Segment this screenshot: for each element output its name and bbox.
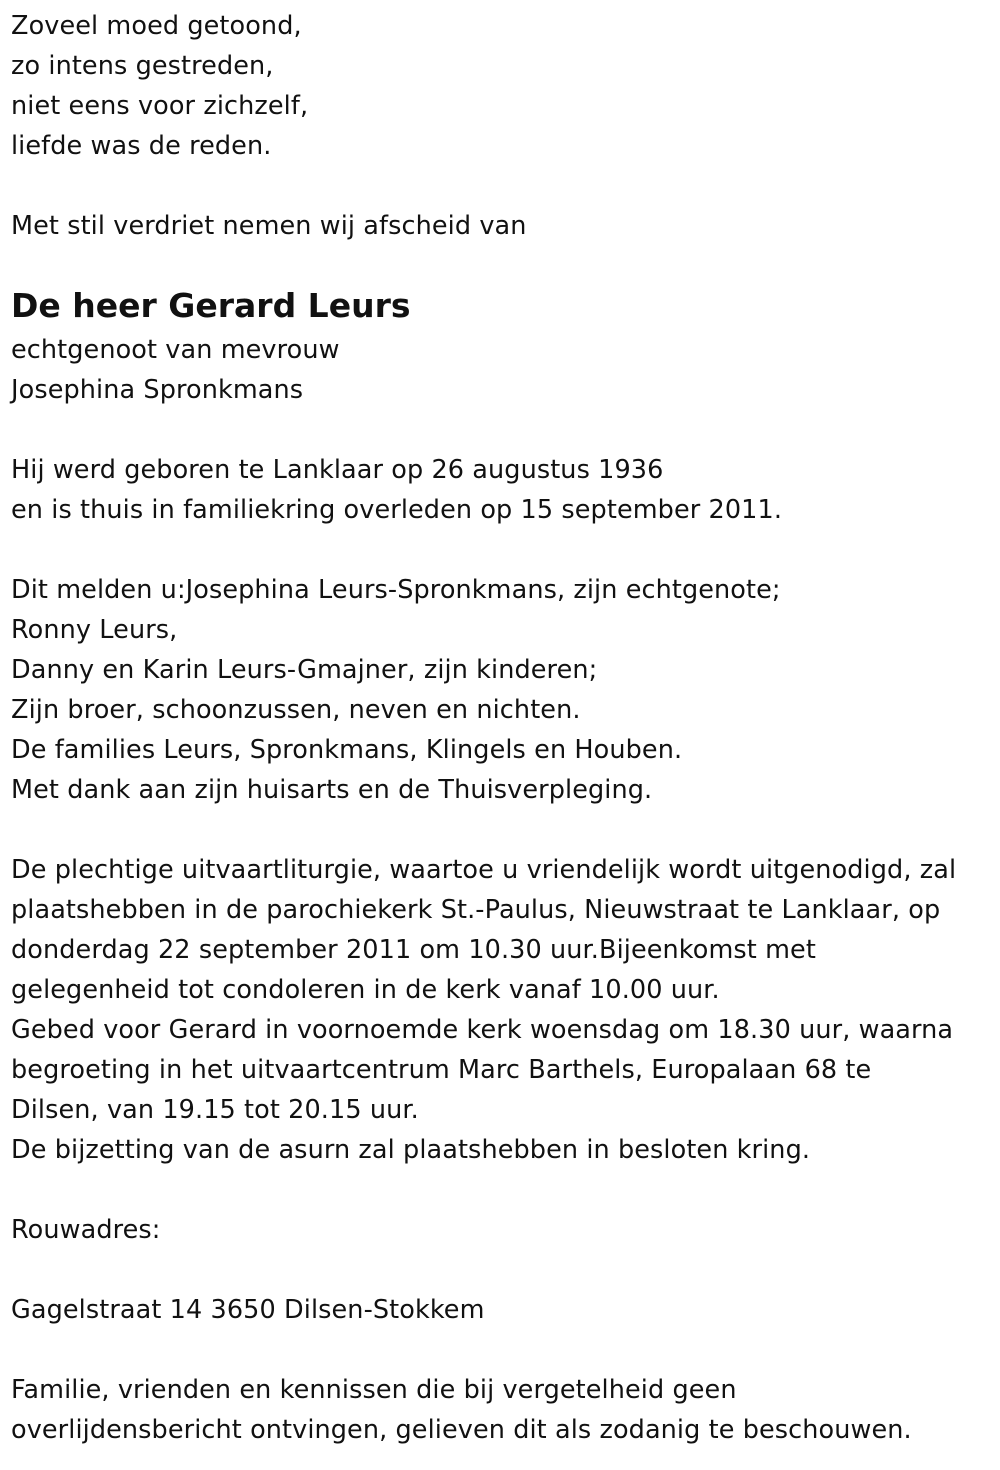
spacer (11, 246, 996, 280)
announced-line: Ronny Leurs, (11, 615, 178, 645)
address-label: Rouwadres: (11, 1215, 161, 1245)
poem-line: zo intens gestreden, (11, 51, 274, 81)
spacer (11, 530, 996, 570)
closing-line: overlijdensbericht ontvingen, gelieven dit als zodanig te beschouwen. (11, 1415, 912, 1445)
spouse-line: Josephina Spronkmans (11, 375, 304, 405)
spacer (11, 1250, 996, 1290)
intro-text: Met stil verdriet nemen wij afscheid van (11, 211, 527, 241)
life-line: Hij werd geboren te Lanklaar op 26 augustus 1936 (11, 455, 664, 485)
closing-note (11, 1370, 996, 1450)
announced-line: Dit melden u:Josephina Leurs-Spronkmans, zijn echtgenote; (11, 575, 781, 605)
announced-by (11, 570, 996, 810)
poem (11, 6, 996, 166)
poem-line: niet eens voor zichzelf, (11, 91, 309, 121)
obituary-notice (11, 6, 996, 1450)
poem-line: liefde was de reden. (11, 131, 272, 161)
announced-line: Met dank aan zijn huisarts en de Thuisverpleging. (11, 775, 653, 805)
poem-line: Zoveel moed getoond, (11, 11, 302, 41)
spacer (11, 810, 996, 850)
life-details (11, 450, 996, 530)
closing-line: Familie, vrienden en kennissen die bij vergetelheid geen (11, 1375, 737, 1405)
ceremony-line: plaatshebben in de parochiekerk St.-Paulus, Nieuwstraat te Lanklaar, op (11, 895, 941, 925)
ceremony-line: Gebed voor Gerard in voornoemde kerk woensdag om 18.30 uur, waarna (11, 1015, 954, 1045)
announced-line: Zijn broer, schoonzussen, neven en nichten. (11, 695, 581, 725)
ceremony-line: De bijzetting van de asurn zal plaatshebben in besloten kring. (11, 1135, 811, 1165)
ceremony-details (11, 850, 996, 1170)
deceased-name: De heer Gerard Leurs (11, 286, 411, 325)
announced-line: De families Leurs, Spronkmans, Klingels en Houben. (11, 735, 683, 765)
ceremony-line: De plechtige uitvaartliturgie, waartoe u vriendelijk wordt uitgenodigd, zal (11, 855, 957, 885)
address: Gagelstraat 14 3650 Dilsen-Stokkem (11, 1295, 485, 1325)
ceremony-line: donderdag 22 september 2011 om 10.30 uur.Bijeenkomst met (11, 935, 816, 965)
ceremony-line: Dilsen, van 19.15 tot 20.15 uur. (11, 1095, 419, 1125)
ceremony-line: begroeting in het uitvaartcentrum Marc Barthels, Europalaan 68 te (11, 1055, 872, 1085)
spacer (11, 1170, 996, 1210)
ceremony-line: gelegenheid tot condoleren in de kerk vanaf 10.00 uur. (11, 975, 720, 1005)
spouse-line: echtgenoot van mevrouw (11, 335, 340, 365)
announced-line: Danny en Karin Leurs-Gmajner, zijn kinderen; (11, 655, 598, 685)
spacer (11, 1330, 996, 1370)
spacer (11, 166, 996, 206)
life-line: en is thuis in familiekring overleden op 15 september 2011. (11, 495, 783, 525)
spacer (11, 410, 996, 450)
